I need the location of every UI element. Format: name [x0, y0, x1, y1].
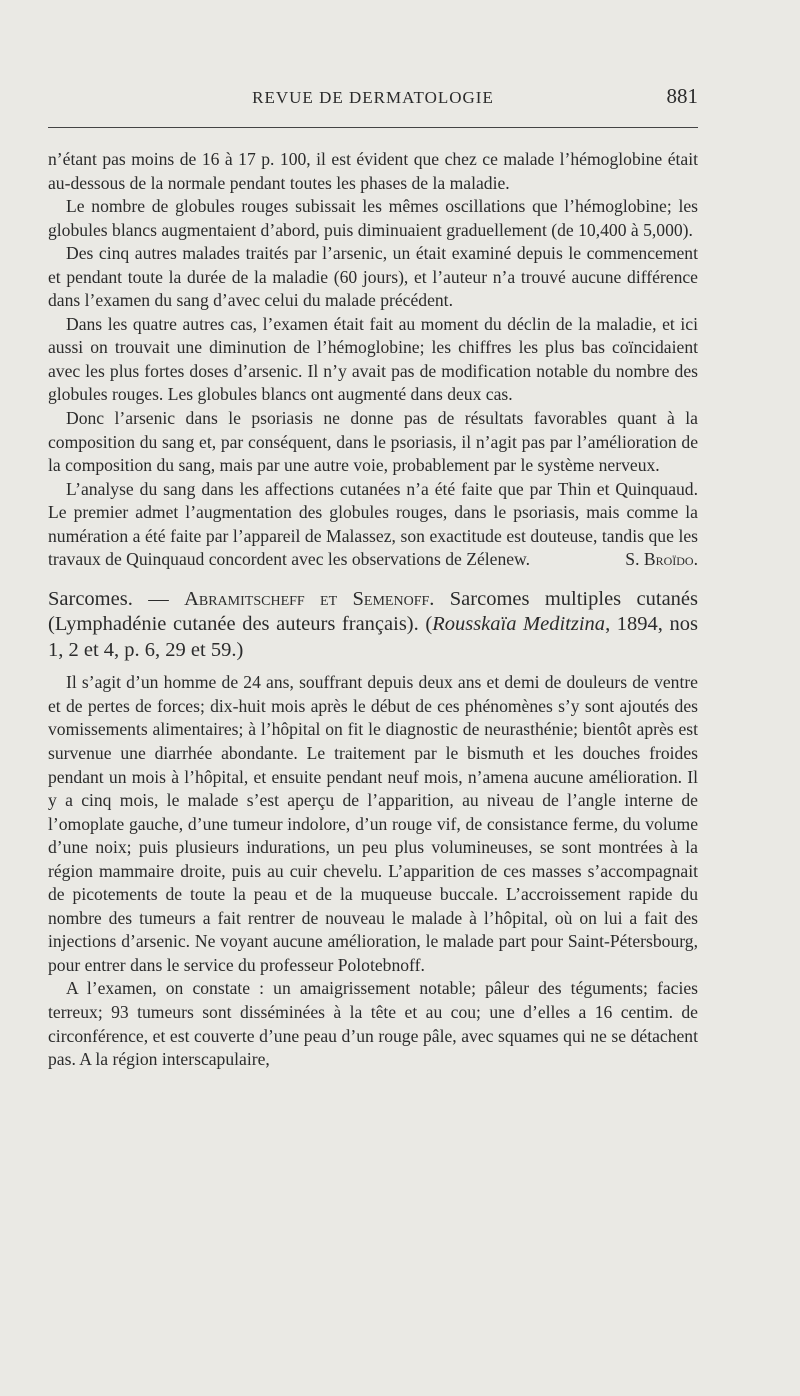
paragraph-text: L’analyse du sang dans les affections cutanées n’a été faite que par Thin et Quinquaud. Le premier admet l’augmentation des globules rouges, dans le psoriasis, mais comme la numération a été faite par l’appareil de Malassez, son exactitude est douteuse, tandis que les travaux de Quinquaud concordent avec les observations de Zélenew.: [48, 478, 698, 570]
article-body: [48, 148, 698, 1072]
signature: S. Broïdo.: [625, 549, 698, 570]
paragraph: Il s’agit d’un homme de 24 ans, souffrant depuis deux ans et demi de douleurs de ventre et de pertes de forces; dix-huit mois après le début de ces phénomènes s’y sont ajoutés des vomissements alimentaires; à l’hôpital on fit le diagnostic de neurasthénie; bientôt après est survenue une diarrhée abondante. Le traitement par le bismuth et les douches froides pendant un mois à l’hôpital, et ensuite pendant neuf mois, n’amena aucune amélioration. Il y a cinq mois, le malade s’est aperçu de l’apparition, au niveau de l’angle interne de l’omoplate gauche, d’une tumeur indolore, d’un rouge vif, de consistance ferme, du volume d’une noix; puis plusieurs indurations, un peu plus volumineuses, se sont montrées à la région mammaire droite, puis au cuir chevelu. L’apparition de ces masses s’accompagnait de picotements de toute la peau et de la muqueuse buccale. L’accroissement rapide du nombre des tumeurs a fait rentrer de nouveau le malade à l’hôpital, où on lui a fait des injections d’arsenic. Ne voyant aucune amélioration, le malade part pour Saint-Pétersbourg, pour entrer dans le service du professeur Polotebnoff.: [48, 672, 698, 975]
running-title: REVUE DE DERMATOLOGIE: [252, 88, 494, 107]
section-heading: [48, 587, 698, 664]
paragraph: A l’examen, on constate : un amaigrissement notable; pâleur des téguments; facies terreux; 93 tumeurs sont disséminées à la tête et au cou; une d’elles a 16 centim. de circonférence, et est couverte d’une peau d’un rouge pâle, avec squames qui ne se détachent pas. A la région interscapulaire,: [48, 978, 698, 1070]
header-rule: [48, 127, 698, 128]
paragraph: Donc l’arsenic dans le psoriasis ne donne pas de résultats favorables quant à la composition du sang et, par conséquent, dans le psoriasis, il n’agit pas par l’amélioration de la composition du sang, mais par une autre voie, probablement par le système nerveux.: [48, 408, 698, 476]
section-authors: Abramitscheff et Semenoff.: [184, 587, 435, 610]
section-citation: , 1894, nos 1, 2 et 4, p. 6, 29 et 59.): [48, 613, 698, 661]
page-number: 881: [666, 84, 698, 108]
paragraph: Le nombre de globules rouges subissait les mêmes oscillations que l’hémoglobine; les globules blancs augmentaient d’abord, puis diminuaient graduellement (de 10,400 à 5,000).: [48, 196, 698, 240]
section-dash: —: [132, 587, 185, 610]
section-article-title: Sarcomes multiples cutanés (Lymphadénie cutanée des auteurs français). (: [48, 587, 698, 636]
paragraph: n’étant pas moins de 16 à 17 p. 100, il est évident que chez ce malade l’hémoglobine était au-dessous de la normale pendant toutes les phases de la maladie.: [48, 149, 698, 193]
section-journal: Rousskaïa Meditzina: [432, 613, 606, 636]
paragraph: Des cinq autres malades traités par l’arsenic, un était examiné depuis le commencement et pendant toute la durée de la maladie (60 jours), et l’auteur n’a trouvé aucune différence dans l’examen du sang d’avec celui du malade précédent.: [48, 243, 698, 311]
page-header: [48, 86, 698, 116]
paragraph-with-signature: [48, 478, 698, 572]
section-title: Sarcomes.: [48, 587, 133, 610]
paragraph: Dans les quatre autres cas, l’examen était fait au moment du déclin de la maladie, et ici aussi on trouvait une diminution de l’hémoglobine; les chiffres les plus bas coïncidaient avec les plus fortes doses d’arsenic. Il n’y avait pas de modification notable du nombre des globules rouges. Les globules blancs ont augmenté dans deux cas.: [48, 313, 698, 405]
section-body: [48, 671, 698, 1071]
